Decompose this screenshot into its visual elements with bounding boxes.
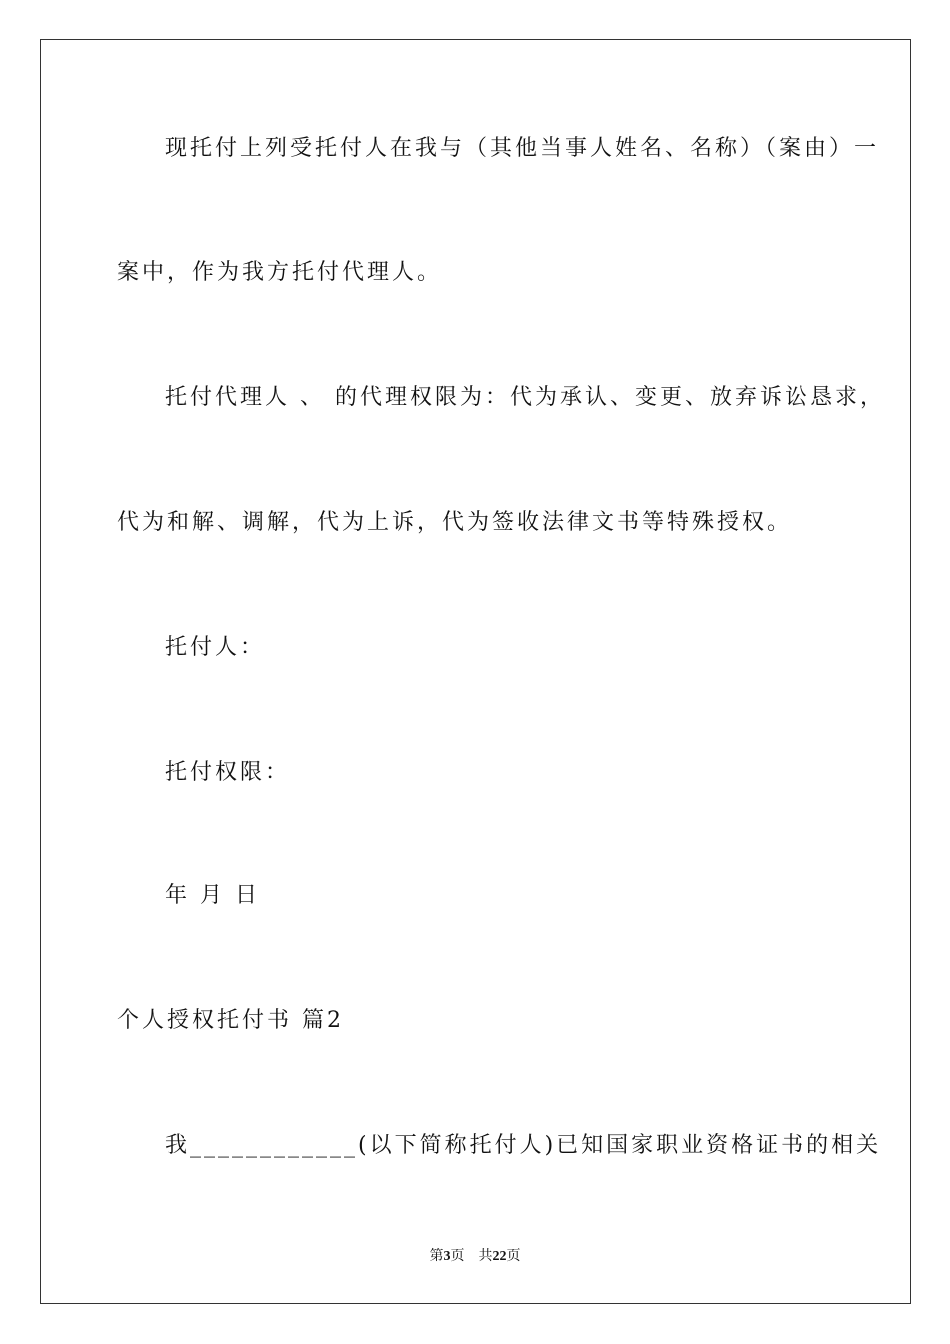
page-footer [0, 1247, 950, 1267]
date-line: 年 月 日 [165, 883, 260, 908]
footer-prefix: 第 [429, 1249, 444, 1264]
section-heading: 个人授权托付书 篇2 [117, 1008, 344, 1033]
paragraph-line-4: 代为和解、调解，代为上诉，代为签收法律文书等特殊授权。 [117, 510, 793, 535]
page-border [40, 39, 911, 1304]
principal-label: 托付人： [165, 635, 266, 660]
footer-total-pages: 22 [492, 1249, 507, 1264]
footer-page-number: 3 [443, 1249, 451, 1264]
footer-mid: 页 共 [450, 1249, 493, 1264]
authority-label: 托付权限： [165, 760, 291, 785]
paragraph-line-3: 托付代理人 、 的代理权限为：代为承认、变更、放弃诉讼恳求， [165, 385, 885, 410]
paragraph-line-9: 我____________(以下简称托付人)已知国家职业资格证书的相关 [165, 1133, 882, 1158]
footer-suffix: 页 [506, 1249, 521, 1264]
paragraph-line-2: 案中，作为我方托付代理人。 [117, 260, 443, 285]
paragraph-line-1: 现托付上列受托付人在我与（其他当事人姓名、名称）（案由）一 [165, 136, 880, 161]
